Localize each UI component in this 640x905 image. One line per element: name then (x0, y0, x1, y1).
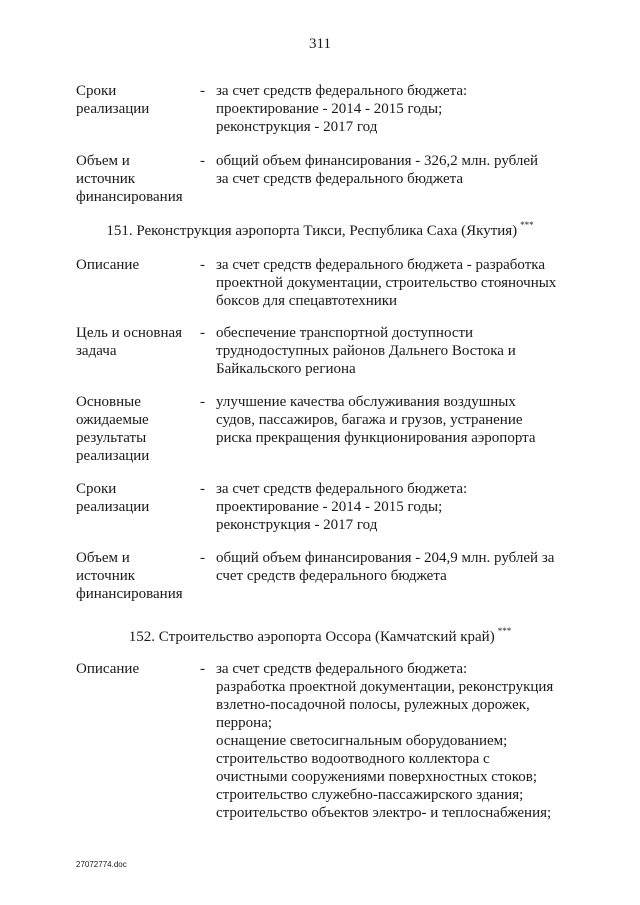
row-content: обеспечение транспортной доступности труднодоступных районов Дальнего Востока и Байкальского региона (216, 325, 516, 377)
row-label: Объем и источник финансирования (76, 153, 183, 205)
file-name-footer: 27072774.doc (76, 860, 127, 869)
row-content: за счет средств федерального бюджета: проектирование - 2014 - 2015 годы; реконструкция - 2017 год (216, 83, 468, 135)
dash-marker: - (200, 325, 205, 341)
row-label: Основные ожидаемые результаты реализации (76, 394, 150, 464)
section-heading: 151. Реконструкция аэропорта Тикси, Республика Саха (Якутия) *** (106, 220, 534, 239)
dash-marker: - (200, 83, 205, 99)
heading-footnote-mark: *** (520, 220, 534, 230)
heading-footnote-mark: *** (497, 626, 512, 636)
dash-marker: - (200, 550, 205, 566)
row-content: за счет средств федерального бюджета - разработка проектной документации, строительство стояночных боксов для спецавтотехники (216, 257, 557, 309)
dash-marker: - (200, 661, 205, 677)
section-heading: 152. Строительство аэропорта Оссора (Камчатский край) *** (128, 626, 512, 645)
row-content: улучшение качества обслуживания воздушных судов, пассажиров, багажа и грузов, устранение риска прекращения функционирования аэропорта (216, 394, 536, 446)
row-label: Сроки реализации (76, 481, 150, 515)
dash-marker: - (200, 394, 205, 410)
row-content: общий объем финансирования - 204,9 млн. рублей за счет средств федерального бюджета (216, 550, 555, 584)
row-content: за счет средств федерального бюджета: проектирование - 2014 - 2015 годы; реконструкция - 2017 год (216, 481, 468, 533)
dash-marker: - (200, 153, 205, 169)
row-label: Описание (76, 661, 140, 677)
row-label: Описание (76, 257, 140, 273)
dash-marker: - (200, 481, 205, 497)
page-number: 311 (309, 36, 331, 52)
row-content: за счет средств федерального бюджета: разработка проектной документации, реконструкция взлетно-посадочной полосы, рулежных дорожек, перрона; оснащение светосигнальным оборудованием; строительство водоотводного коллектора с очистными сооружениями поверхностных стоков; строительство служебно-пассажирского здания; строительство объектов электро- и теплоснабжения; (216, 661, 554, 821)
row-label: Цель и основная задача (76, 325, 183, 359)
row-content: общий объем финансирования - 326,2 млн. рублей за счет средств федерального бюджета (216, 153, 539, 187)
row-label: Объем и источник финансирования (76, 550, 183, 602)
dash-marker: - (200, 257, 205, 273)
row-label: Сроки реализации (76, 83, 150, 117)
